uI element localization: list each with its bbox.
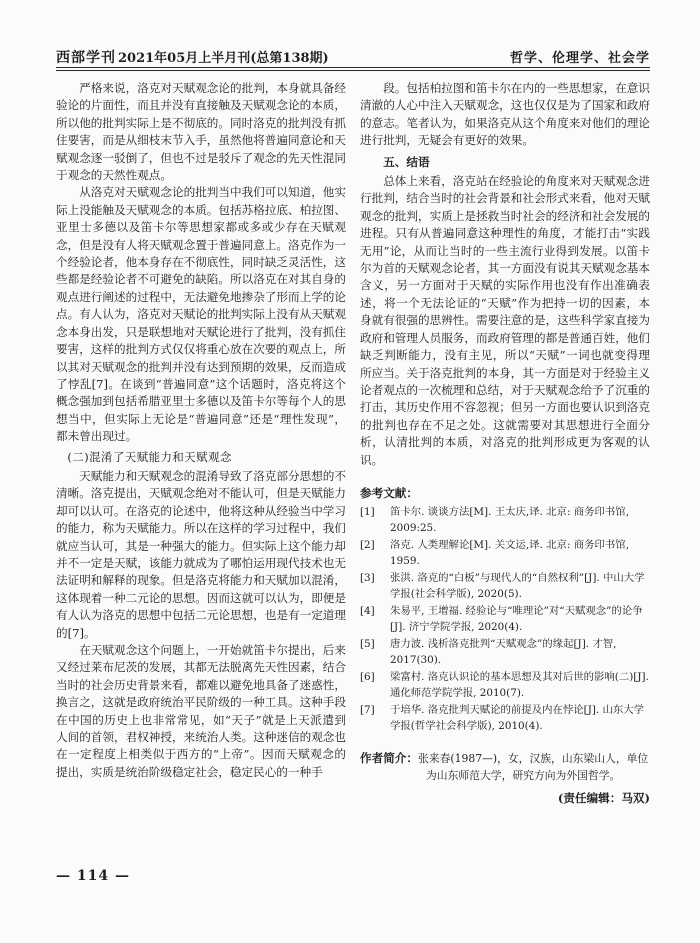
reference-text: 笛卡尔. 谈谈方法[M]. 王太庆,译. 北京: 商务印书馆, 2009:25. bbox=[390, 506, 630, 535]
paragraph: 段。包括柏拉图和笛卡尔在内的一些思想家，在意识清澈的人心中注入天赋观念，这也仅仅是为了国家和政府的意志。笔者认为，如果洛克从这个角度来对他们的理论进行批判，无疑会有更好的效果。 bbox=[360, 81, 650, 148]
paragraph: 在天赋观念这个问题上，一开始就笛卡尔提出，后来又经过莱布尼茨的发展，其都无法脱离先天性因素，结合当时的社会历史背景来看，都难以避免地具备了迷惑性，换言之，这就是政府统治平民阶级的一种工具。这种手段在中国的历史上也非常常见，如“天子”就是上天派遣到人间的首领，君权神授，来统治人类。这种迷信的观念也在一定程度上相类似于西方的“上帝”。因而天赋观念的提出，实质是统治阶级稳定社会，稳定民心的一种手 bbox=[56, 643, 346, 779]
reference-item bbox=[360, 702, 650, 734]
reference-item bbox=[360, 669, 650, 701]
author-bio bbox=[360, 750, 650, 784]
responsible-editor: (责任编辑：马双) bbox=[557, 791, 650, 806]
issue-info: 2021年05月上半月刊(总第138期) bbox=[118, 51, 329, 66]
reference-text: 于培华. 洛克批判天赋论的前提及内在悖论[J]. 山东大学学报(哲学社会科学版), 2010(4). bbox=[390, 704, 645, 733]
section-label: 哲学、伦理学、社会学 bbox=[509, 51, 650, 66]
reference-number: [4] bbox=[360, 605, 375, 618]
reference-item bbox=[360, 636, 650, 668]
left-column bbox=[56, 80, 346, 781]
page-number: — 114 — bbox=[56, 868, 130, 884]
section-subheading: (二)混淆了天赋能力和天赋观念 bbox=[67, 449, 232, 464]
paragraph: 总体上来看，洛克站在经验论的角度来对天赋观念进行批判，结合当时的社会背景和社会形式来看，他对天赋观念的批判，实质上是拯救当时社会的经济和社会发展的进程。只有从普遍同意这种理性的角度，才能打击“实践无用”论，从而让当时的一些主流行业得到发展。以笛卡尔为首的天赋观念论者，其一方面没有说其天赋观念基本含义，另一方面对于天赋的实际作用也没有作出准确表述，将一个无法论证的“天赋”作为把持一切的因素，本身就有很强的思辨性。需要注意的是，这些科学家直接为政府和管理人员服务，而政府管理的都是普通百姓，他们缺乏判断能力，没有主见，所以“天赋”一词也就变得理所应当。关于洛克批判的本身，其一方面是对于经验主义论者观点的一次梳理和总结，对于天赋观念给予了沉重的打击，其历史作用不容忽视；但另一方面也要认识到洛克的批判也存在不足之处。这就需要对其思想进行全面分析，认清批判的本质，对洛克的批判形成更为客观的认识。 bbox=[360, 174, 650, 467]
reference-text: 梁富村. 洛克认识论的基本思想及其对后世的影响(二)[J]. 通化师范学院学报, 2010(7). bbox=[390, 671, 649, 700]
header-journal-issue bbox=[56, 47, 329, 67]
running-header bbox=[56, 47, 650, 67]
reference-item bbox=[360, 603, 650, 635]
paragraph: 天赋能力和天赋观念的混淆导致了洛克部分思想的不清晰。洛克提出，天赋观念绝对不能认可，但是天赋能力却可以认可。在洛克的论述中，他将这种从经验当中学习的能力，称为天赋能力。所以在这样的学习过程中，我们就应当认可，其是一种强大的能力。但实际上这个能力却并不一定是天赋，该能力就成为了哪怕运用现代技术也无法证明和解释的现象。但是洛克将能力和天赋加以混淆，这体现着一种二元论的思想。因而这就可以认为，即便是有人认为洛克的思想中包括二元论思想，也是有一定道理的[7]。 bbox=[56, 468, 346, 640]
right-column bbox=[360, 80, 650, 808]
reference-item bbox=[360, 504, 650, 536]
references-title: 参考文献： bbox=[360, 485, 418, 500]
paragraph: 从洛克对天赋观念论的批判当中我们可以知道，他实际上没能触及天赋观念的本质。包括苏格拉底、柏拉图、亚里士多德以及笛卡尔等思想家都或多或少存在天赋观念，但是没有人将天赋观念置于普遍同意上。洛克作为一个经验论者，他本身存在不彻底性，同时缺乏灵活性，这些都是经验论者不可避免的缺陷。所以洛克在对其自身的观点进行阐述的过程中，无法避免地掺杂了形而上学的论点。有人认为，洛克对天赋论的批判实际上没有从天赋观念本身出发，只是联想地对天赋论进行了批判，没有抓住要害，这样的批判方式仅仅将重心放在次要的观点上，所以其对天赋观念的批判并没有达到预期的效果，反而造成了悖乱[7]。在谈到“普遍同意”这个话题时，洛克将这个概念强加到包括希腊亚里士多德以及笛卡尔等每个人的思想当中，但实际上无论是“普遍同意”还是“理性发现”，都未曾出现过。 bbox=[56, 185, 346, 444]
reference-item bbox=[360, 537, 650, 569]
reference-item bbox=[360, 570, 650, 602]
references-list bbox=[360, 504, 650, 734]
reference-text: 洛克. 人类理解论[M]. 关文运,译. 北京: 商务印书馆, 1959. bbox=[390, 539, 630, 568]
reference-number: [6] bbox=[360, 671, 375, 684]
reference-number: [2] bbox=[360, 539, 375, 552]
author-bio-label: 作者简介： bbox=[360, 751, 418, 766]
journal-name: 西部学刊 bbox=[56, 50, 116, 66]
conclusion-heading: 五、结语 bbox=[383, 154, 430, 169]
paragraph: 严格来说，洛克对天赋观念论的批判，本身就具备经验论的片面性，而且并没有直接触及天赋观念论的本质，所以他的批判实际上是不彻底的。同时洛克的批判没有抓住要害，而是从细枝末节入手，虽然他将普遍同意论和天赋观念逐一驳倒了，但也不过是驳斥了观念的先天性混同于观念的天然性观点。 bbox=[56, 81, 346, 183]
reference-number: [1] bbox=[360, 506, 375, 519]
reference-number: [7] bbox=[360, 704, 375, 717]
author-bio-text: 张来春(1987—)，女，汉族，山东梁山人，单位为山东师范大学，研究方向为外国哲学。 bbox=[417, 752, 649, 783]
reference-text: 朱易平, 王增福. 经验论与“唯理论”对“天赋观念”的论争[J]. 济宁学院学报, 2020(4). bbox=[390, 605, 643, 634]
reference-number: [5] bbox=[360, 638, 375, 651]
reference-number: [3] bbox=[360, 572, 375, 585]
header-rule-thin bbox=[56, 70, 650, 71]
header-rule-thick bbox=[56, 67, 650, 68]
reference-text: 张洪. 洛克的“白板”与现代人的“自然权利”[J]. 中山大学学报(社会科学版), 2020(5). bbox=[390, 572, 645, 601]
reference-text: 唐力波. 浅析洛克批判“天赋观念”的缘起[J]. 才智, 2017(30). bbox=[390, 638, 617, 667]
